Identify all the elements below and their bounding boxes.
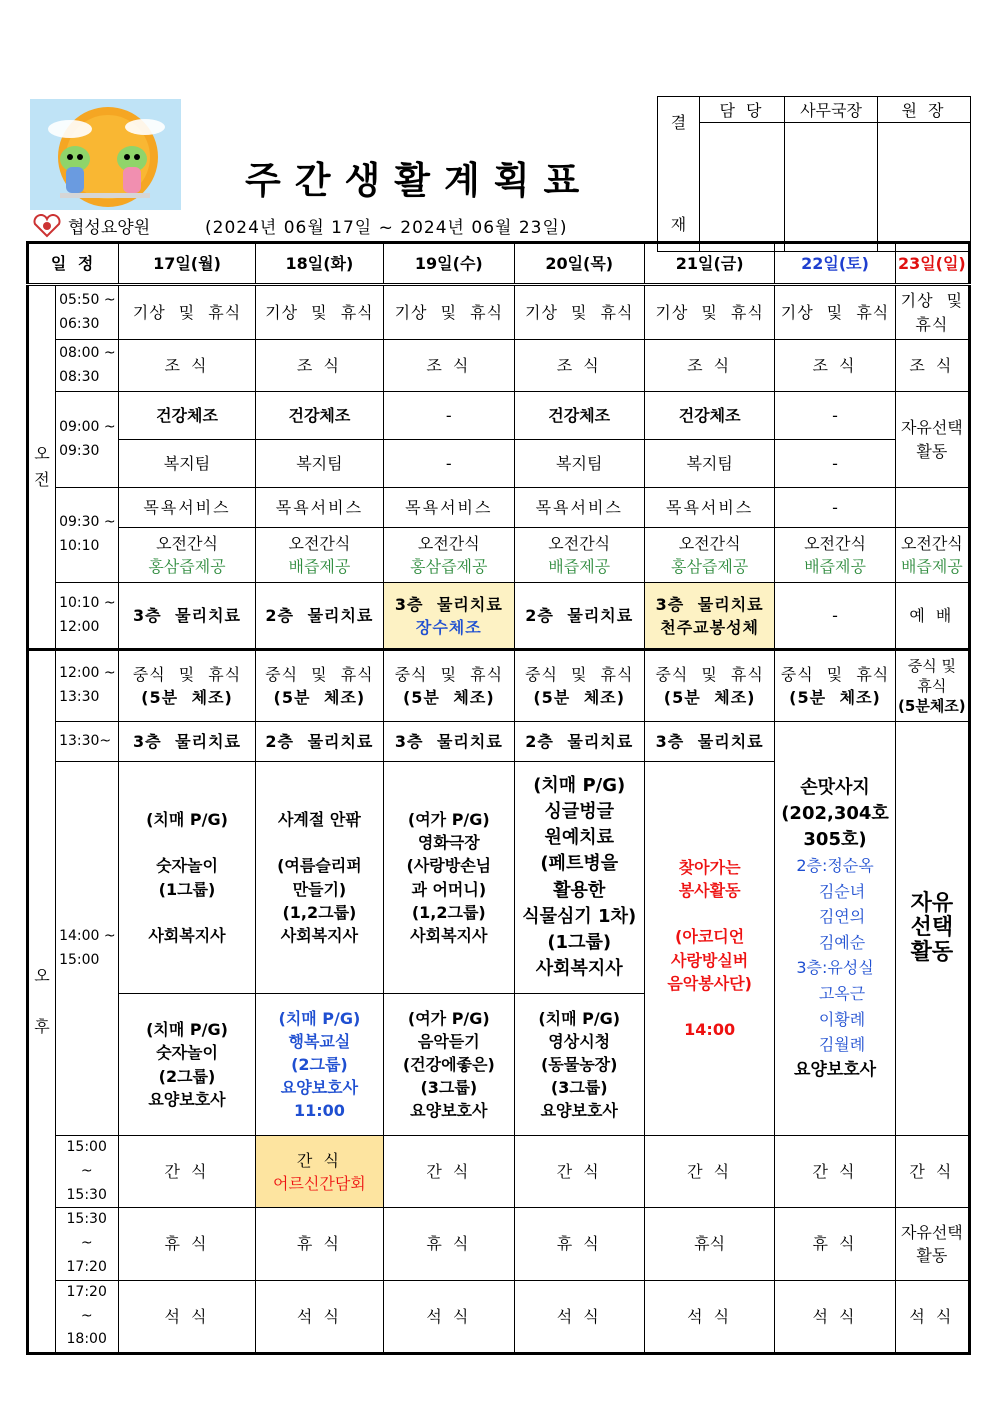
cell-snack-am: 오전간식 배즙제공: [775, 528, 895, 583]
cell-welfare: 복지팀: [514, 440, 644, 488]
cell-breakfast: 조 식: [775, 340, 895, 392]
day-thu: 20일(목): [514, 243, 644, 285]
cell-wake: 기상 및 휴식: [775, 285, 895, 340]
cell-welfare: 복지팀: [255, 440, 383, 488]
cell-wake-sun: 기상 및 휴식: [895, 285, 969, 340]
time-1400: 14:00 ~ 15:00: [56, 762, 119, 1136]
cell-welfare: 복지팀: [119, 440, 255, 488]
cell-lunch-sun: 중식 및 휴식 (5분체조): [895, 650, 969, 722]
cell-dinner: 석 식: [644, 1280, 774, 1353]
cell-wed-a: (여가 P/G) 영화극장 (사랑방손님 과 어머니) (1,2그룹) 사회복지사: [384, 762, 514, 994]
cell-exercise: 건강체조: [644, 392, 774, 440]
pm-label: [28, 650, 56, 1354]
cell-rest: 휴 식: [384, 1208, 514, 1280]
cell-rest: 휴 식: [255, 1208, 383, 1280]
logo-image: [30, 99, 181, 210]
cell-pt3: 3층 물리치료: [119, 583, 255, 650]
cell-breakfast: 조 식: [644, 340, 774, 392]
approval-sign-director[interactable]: [878, 122, 971, 251]
schedule-table: [26, 241, 971, 1355]
org-label: 협성요양원: [68, 218, 151, 238]
time-0550: 05:50 ~ 06:30: [56, 285, 119, 340]
cell-free-sun: 자유선택 활동: [895, 1208, 969, 1280]
cell-bath: 목욕서비스: [255, 488, 383, 528]
cell-snack-am: 오전간식 홍삼즙제공: [384, 528, 514, 583]
cell-exercise: 건강체조: [119, 392, 255, 440]
day-wed: 19일(수): [384, 243, 514, 285]
cell-dash: -: [775, 392, 895, 440]
row-exercise: [28, 392, 970, 440]
cell-thu-b: (치매 P/G) 영상시청 (동물농장) (3그룹) 요양보호사: [514, 994, 644, 1136]
cell-lunch: 중식 및 휴식 (5분 체조): [255, 650, 383, 722]
cell-lunch: 중식 및 휴식 (5분 체조): [384, 650, 514, 722]
am-label-1: 오: [34, 444, 50, 464]
cell-free-sun: 자유선택 활동: [895, 392, 969, 488]
cell-lunch: 중식 및 휴식 (5분 체조): [644, 650, 774, 722]
cell-tue-b: (치매 P/G) 행복교실 (2그룹) 요양보호사 11:00: [255, 994, 383, 1136]
row-rest: [28, 1208, 970, 1280]
cell-dash: -: [384, 440, 514, 488]
day-tue: 18일(화): [255, 243, 383, 285]
cell-pt3-longevity: 3층 물리치료 장수체조: [384, 583, 514, 650]
cell-pt2: 2층 물리치료: [514, 722, 644, 762]
cell-dinner: 석 식: [514, 1280, 644, 1353]
row-bath: [28, 488, 970, 528]
cell-dash: -: [775, 488, 895, 528]
cell-breakfast: 조 식: [514, 340, 644, 392]
row-therapy-am: [28, 583, 970, 650]
row-snack-am: [28, 528, 970, 583]
am-label-2: 전: [34, 470, 50, 489]
am-label: [28, 285, 56, 650]
cell-snack-pm: 간 식: [895, 1136, 969, 1208]
cell-rest: 휴 식: [775, 1208, 895, 1280]
cell-breakfast: 조 식: [255, 340, 383, 392]
cell-exercise: 건강체조: [255, 392, 383, 440]
row-welfare: [28, 440, 970, 488]
cell-snack-am: 오전간식 홍삼즙제공: [119, 528, 255, 583]
cell-dinner: 석 식: [119, 1280, 255, 1353]
cell-snack-am: 오전간식 배즙제공: [514, 528, 644, 583]
cell-sun-free: 자유 선택 활동: [895, 722, 969, 1136]
time-0800: 08:00 ~ 08:30: [56, 340, 119, 392]
cell-breakfast: 조 식: [384, 340, 514, 392]
cell-dash: -: [384, 392, 514, 440]
row-therapy-pm: [28, 722, 970, 762]
cell-bath: 목욕서비스: [119, 488, 255, 528]
cell-dash: -: [775, 583, 895, 650]
time-1200: 12:00 ~ 13:30: [56, 650, 119, 722]
time-0900: 09:00 ~ 09:30: [56, 392, 119, 488]
row-lunch: [28, 650, 970, 722]
cell-pt3: 3층 물리치료: [644, 722, 774, 762]
cell-bath: 목욕서비스: [514, 488, 644, 528]
cell-bath: 목욕서비스: [644, 488, 774, 528]
row-wake: [28, 285, 970, 340]
sun-mascot-icon: [30, 99, 181, 210]
time-1500: 15:00 ~ 15:30: [56, 1136, 119, 1208]
cell-wed-b: (여가 P/G) 음악듣기 (건강에좋은) (3그룹) 요양보호사: [384, 994, 514, 1136]
cell-breakfast: 조 식: [895, 340, 969, 392]
page-title: 주간생활계획표: [245, 159, 594, 202]
cell-pt3: 3층 물리치료: [119, 722, 255, 762]
org-name: [32, 213, 150, 238]
cell-wake: 기상 및 휴식: [644, 285, 774, 340]
day-mon: 17일(월): [119, 243, 255, 285]
period-text: (2024년 06월 17일 ~ 2024년 06월 23일): [205, 218, 568, 238]
cell-wake: 기상 및 휴식: [255, 285, 383, 340]
cell-pt3-catholic: 3층 물리치료 천주교봉성체: [644, 583, 774, 650]
cell-snack-am: 오전간식 배즙제공: [895, 528, 969, 583]
cell-snack-pm: 간 식: [644, 1136, 774, 1208]
cell-tue-a: 사계절 안팎 (여름슬리퍼 만들기) (1,2그룹) 사회복지사: [255, 762, 383, 994]
cell-dinner: 석 식: [895, 1280, 969, 1353]
pm-label-1: 오: [34, 966, 50, 986]
cell-fri-volunteer: 찾아가는 봉사활동 (아코디언 사랑방실버 음악봉사단) 14:00: [644, 762, 774, 1136]
day-fri: 21일(금): [644, 243, 774, 285]
day-sun: 23일(일): [895, 243, 969, 285]
time-1010: 10:10 ~ 12:00: [56, 583, 119, 650]
cell-lunch: 중식 및 휴식 (5분 체조): [775, 650, 895, 722]
cell-wake: 기상 및 휴식: [514, 285, 644, 340]
approval-box: [657, 96, 971, 252]
cell-snack-pm: 간 식: [384, 1136, 514, 1208]
approval-label-bottom: 재: [670, 215, 687, 235]
cell-rest: 휴 식: [119, 1208, 255, 1280]
cell-pt3: 3층 물리치료: [384, 722, 514, 762]
cell-thu-a: (치매 P/G) 싱글벙글 원예치료 (페트병을 활용한 식물심기 1차) (1그룹) 사회복지사: [514, 762, 644, 994]
cell-dinner: 석 식: [775, 1280, 895, 1353]
approval-col-staff: 담 당: [700, 97, 785, 123]
cell-mon-b: (치매 P/G) 숫자놀이 (2그룹) 요양보호사: [119, 994, 255, 1136]
day-header-row: [28, 243, 970, 285]
approval-label: [658, 97, 700, 252]
cell-wake: 기상 및 휴식: [119, 285, 255, 340]
time-1530: 15:30 ~ 17:20: [56, 1208, 119, 1280]
cell-snack-am: 오전간식 배즙제공: [255, 528, 383, 583]
row-snack-pm: [28, 1136, 970, 1208]
cell-snack-am: 오전간식 홍삼즙제공: [644, 528, 774, 583]
cell-bath: 목욕서비스: [384, 488, 514, 528]
cell-snack-pm: 간 식: [119, 1136, 255, 1208]
time-0930: 09:30 ~ 10:10: [56, 488, 119, 583]
cell-lunch: 중식 및 휴식 (5분 체조): [119, 650, 255, 722]
cell-dash: -: [775, 440, 895, 488]
approval-sign-staff[interactable]: [700, 122, 785, 251]
cell-worship: 예 배: [895, 583, 969, 650]
cell-snack-pm: 간 식: [775, 1136, 895, 1208]
cell-rest: 휴 식: [514, 1208, 644, 1280]
cell-pt2: 2층 물리치료: [255, 583, 383, 650]
pm-label-2: 후: [34, 1017, 50, 1037]
heart-logo-icon: [32, 214, 62, 238]
approval-sign-office[interactable]: [785, 122, 878, 251]
cell-wake: 기상 및 휴식: [384, 285, 514, 340]
approval-label-top: 결: [670, 113, 687, 132]
cell-dinner: 석 식: [255, 1280, 383, 1353]
corner-cell: 일 정: [28, 243, 119, 285]
row-breakfast: [28, 340, 970, 392]
cell-mon-a: (치매 P/G) 숫자놀이 (1그룹) 사회복지사: [119, 762, 255, 994]
time-1720: 17:20 ~ 18:00: [56, 1280, 119, 1353]
cell-breakfast: 조 식: [119, 340, 255, 392]
cell-snack-meeting: 간 식 어르신간담회: [255, 1136, 383, 1208]
cell-exercise: 건강체조: [514, 392, 644, 440]
day-sat: 22일(토): [775, 243, 895, 285]
cell-dinner: 석 식: [384, 1280, 514, 1353]
cell-lunch: 중식 및 휴식 (5분 체조): [514, 650, 644, 722]
approval-col-office: 사무국장: [785, 97, 878, 123]
approval-col-director: 원 장: [878, 97, 971, 123]
cell-welfare: 복지팀: [644, 440, 774, 488]
cell-pt2: 2층 물리치료: [514, 583, 644, 650]
cell-empty: [895, 488, 969, 528]
cell-pt2: 2층 물리치료: [255, 722, 383, 762]
cell-rest: 휴식: [644, 1208, 774, 1280]
cell-snack-pm: 간 식: [514, 1136, 644, 1208]
time-1330: 13:30~: [56, 722, 119, 762]
row-dinner: [28, 1280, 970, 1353]
cell-sat-massage: 손맛사지 (202,304호 305호) 2층:정순옥 김순녀 김연의 김예순 3층:유성실 고옥근 이황례 김월례 요양보호사: [775, 722, 895, 1136]
